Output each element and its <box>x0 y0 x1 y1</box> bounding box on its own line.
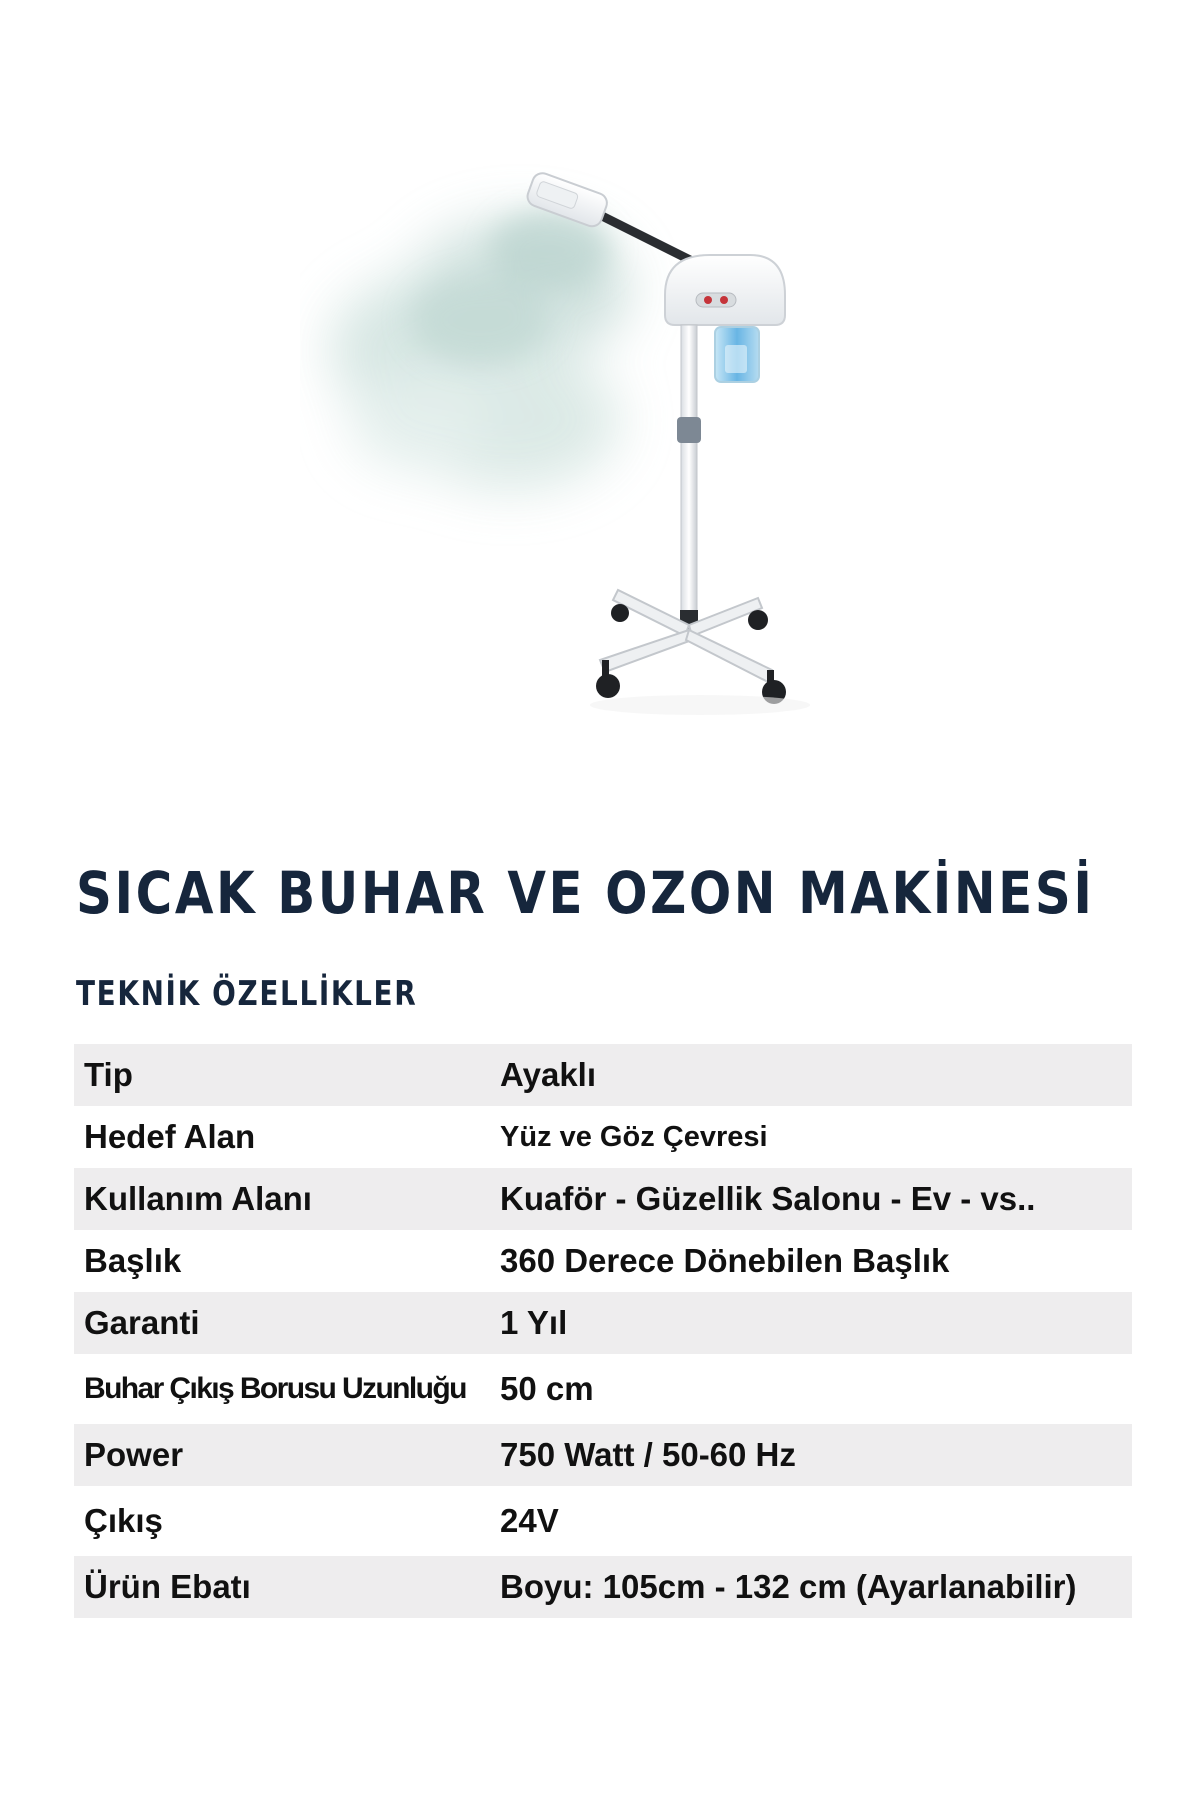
spec-label: Garanti <box>84 1304 200 1341</box>
spec-row-power <box>74 1424 1132 1486</box>
spec-row-boru-uzunlugu <box>74 1354 1132 1424</box>
spec-table <box>74 1044 1132 1618</box>
spec-label: Buhar Çıkış Borusu Uzunluğu <box>84 1372 466 1405</box>
spec-value: Kuaför - Güzellik Salonu - Ev - vs.. <box>500 1180 1036 1217</box>
spec-value: Boyu: 105cm - 132 cm (Ayarlanabilir) <box>500 1568 1077 1605</box>
spec-value: Yüz ve Göz Çevresi <box>500 1120 768 1153</box>
spec-value: 24V <box>500 1502 559 1539</box>
spec-row-urun-ebati <box>74 1556 1132 1618</box>
spec-row-cikis <box>74 1486 1132 1556</box>
spec-label: Tip <box>84 1056 133 1093</box>
spec-label: Kullanım Alanı <box>84 1180 312 1217</box>
spec-label: Çıkış <box>84 1502 163 1539</box>
spec-row-kullanim-alani <box>74 1168 1132 1230</box>
spec-row-baslik <box>74 1230 1132 1292</box>
spec-row-garanti <box>74 1292 1132 1354</box>
spec-label: Ürün Ebatı <box>84 1568 251 1605</box>
spec-row-tip <box>74 1044 1132 1106</box>
spec-value: 50 cm <box>500 1370 594 1407</box>
spec-value: 1 Yıl <box>500 1304 568 1341</box>
spec-label: Başlık <box>84 1242 182 1279</box>
spec-value: 360 Derece Dönebilen Başlık <box>500 1242 950 1279</box>
spec-label: Power <box>84 1436 184 1473</box>
spec-label: Hedef Alan <box>84 1118 256 1155</box>
spec-value: Ayaklı <box>500 1056 597 1093</box>
spec-row-hedef-alan <box>74 1106 1132 1168</box>
product-title: SICAK BUHAR VE OZON MAKİNESİ <box>76 859 1095 927</box>
section-heading: TEKNİK ÖZELLİKLER <box>76 974 418 1014</box>
steam-machine-icon <box>300 120 940 760</box>
spec-value: 750 Watt / 50-60 Hz <box>500 1436 796 1473</box>
